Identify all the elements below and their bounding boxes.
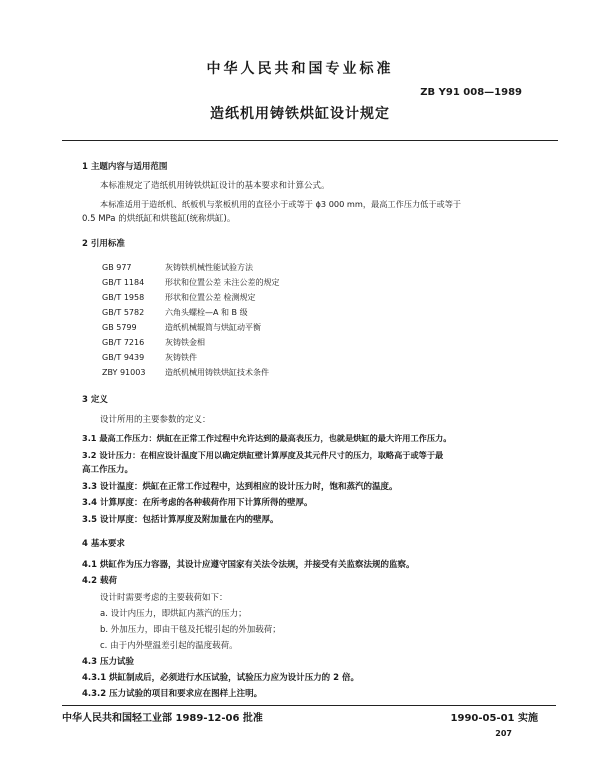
reference-title: 六角头螺栓—A 和 B 级 [165, 308, 248, 317]
reference-code: ZBY 91003 [102, 368, 146, 377]
clause-4-2-item-a: a. 设计内压力，即烘缸内蒸汽的压力； [100, 609, 247, 619]
standard-code: ZB Y91 008—1989 [420, 87, 522, 98]
clause-4-3-2: 4.3.2 压力试验的项目和要求应在图样上注明。 [82, 689, 263, 699]
implementation-date: 1990-05-01 实施 [450, 713, 538, 724]
approval-line: 中华人民共和国轻工业部 1989-12-06 批准 [62, 713, 263, 724]
clause-4-2: 4.2 载荷 [82, 576, 118, 586]
definition-3-2a: 3.2 设计压力：在相应设计温度下用以确定烘缸壁计算厚度及其元件尺寸的压力，取略高于或等于最 [82, 450, 444, 460]
section-2-heading: 2 引用标准 [82, 239, 125, 249]
reference-title: 形状和位置公差 检测规定 [165, 293, 256, 302]
reference-item [102, 322, 261, 334]
reference-item [102, 292, 256, 304]
definition-3-2b: 高工作压力。 [82, 465, 134, 475]
reference-title: 造纸机械用铸铁烘缸技术条件 [165, 368, 269, 377]
reference-title: 形状和位置公差 未注公差的规定 [165, 278, 280, 287]
clause-4-3: 4.3 压力试验 [82, 657, 135, 667]
section-3-intro: 设计所用的主要参数的定义： [100, 415, 211, 425]
document-title: 造纸机用铸铁烘缸设计规定 [210, 106, 390, 122]
reference-item [102, 337, 205, 349]
reference-code: GB/T 1184 [102, 278, 145, 287]
reference-code: GB 5799 [102, 323, 137, 332]
clause-4-1: 4.1 烘缸作为压力容器，其设计应遵守国家有关法令法规，并接受有关监察法规的监察。 [82, 560, 415, 570]
reference-title: 灰铸铁机械性能试验方法 [165, 263, 253, 272]
standard-org-header: 中华人民共和国专业标准 [206, 61, 394, 77]
section-1-paragraph-1: 本标准规定了造纸机用铸铁烘缸设计的基本要求和计算公式。 [100, 181, 330, 191]
reference-title: 灰铸铁金相 [165, 338, 205, 347]
reference-code: GB/T 1958 [102, 293, 145, 302]
definition-3-4: 3.4 计算厚度：在所考虑的各种载荷作用下计算所得的壁厚。 [82, 498, 313, 508]
clause-4-3-1: 4.3.1 烘缸制成后，必须进行水压试验，试验压力应为设计压力的 2 倍。 [82, 673, 359, 683]
clause-4-2-item-b: b. 外加压力，即由干毯及托辊引起的外加载荷； [100, 625, 281, 635]
definition-3-1: 3.1 最高工作压力：烘缸在正常工作过程中允许达到的最高表压力，也就是烘缸的最大许用工作压力。 [82, 433, 452, 443]
reference-code: GB 977 [102, 263, 132, 272]
definition-3-3: 3.3 设计温度：烘缸在正常工作过程中，达到相应的设计压力时，饱和蒸汽的温度。 [82, 482, 398, 492]
clause-4-2-intro: 设计时需要考虑的主要载荷如下： [100, 593, 228, 603]
reference-item [102, 367, 269, 379]
footer-rule [62, 705, 556, 706]
reference-item [102, 277, 280, 289]
reference-title: 灰铸铁件 [165, 353, 197, 362]
reference-title: 造纸机械辊筒与烘缸动平衡 [165, 323, 261, 332]
reference-code: GB/T 9439 [102, 353, 145, 362]
reference-code: GB/T 5782 [102, 308, 145, 317]
section-1-paragraph-2a: 本标准适用于造纸机、纸板机与浆板机用的直径小于或等于 ϕ3 000 mm，最高工作压力低于或等于 [100, 199, 462, 209]
reference-code: GB/T 7216 [102, 338, 145, 347]
page-number: 207 [495, 729, 512, 738]
clause-4-2-item-c: c. 由于内外壁温差引起的温度载荷。 [100, 641, 238, 651]
reference-item [102, 352, 197, 364]
section-1-heading: 1 主题内容与适用范围 [82, 162, 168, 172]
definition-3-5: 3.5 设计厚度：包括计算厚度及附加量在内的壁厚。 [82, 515, 279, 525]
header-rule [62, 140, 558, 141]
section-3-heading: 3 定义 [82, 395, 108, 405]
section-1-paragraph-2b: 0.5 MPa 的烘纸缸和烘毯缸(统称烘缸)。 [82, 214, 236, 224]
reference-item [102, 262, 253, 274]
section-4-heading: 4 基本要求 [82, 539, 125, 549]
reference-item [102, 307, 248, 319]
